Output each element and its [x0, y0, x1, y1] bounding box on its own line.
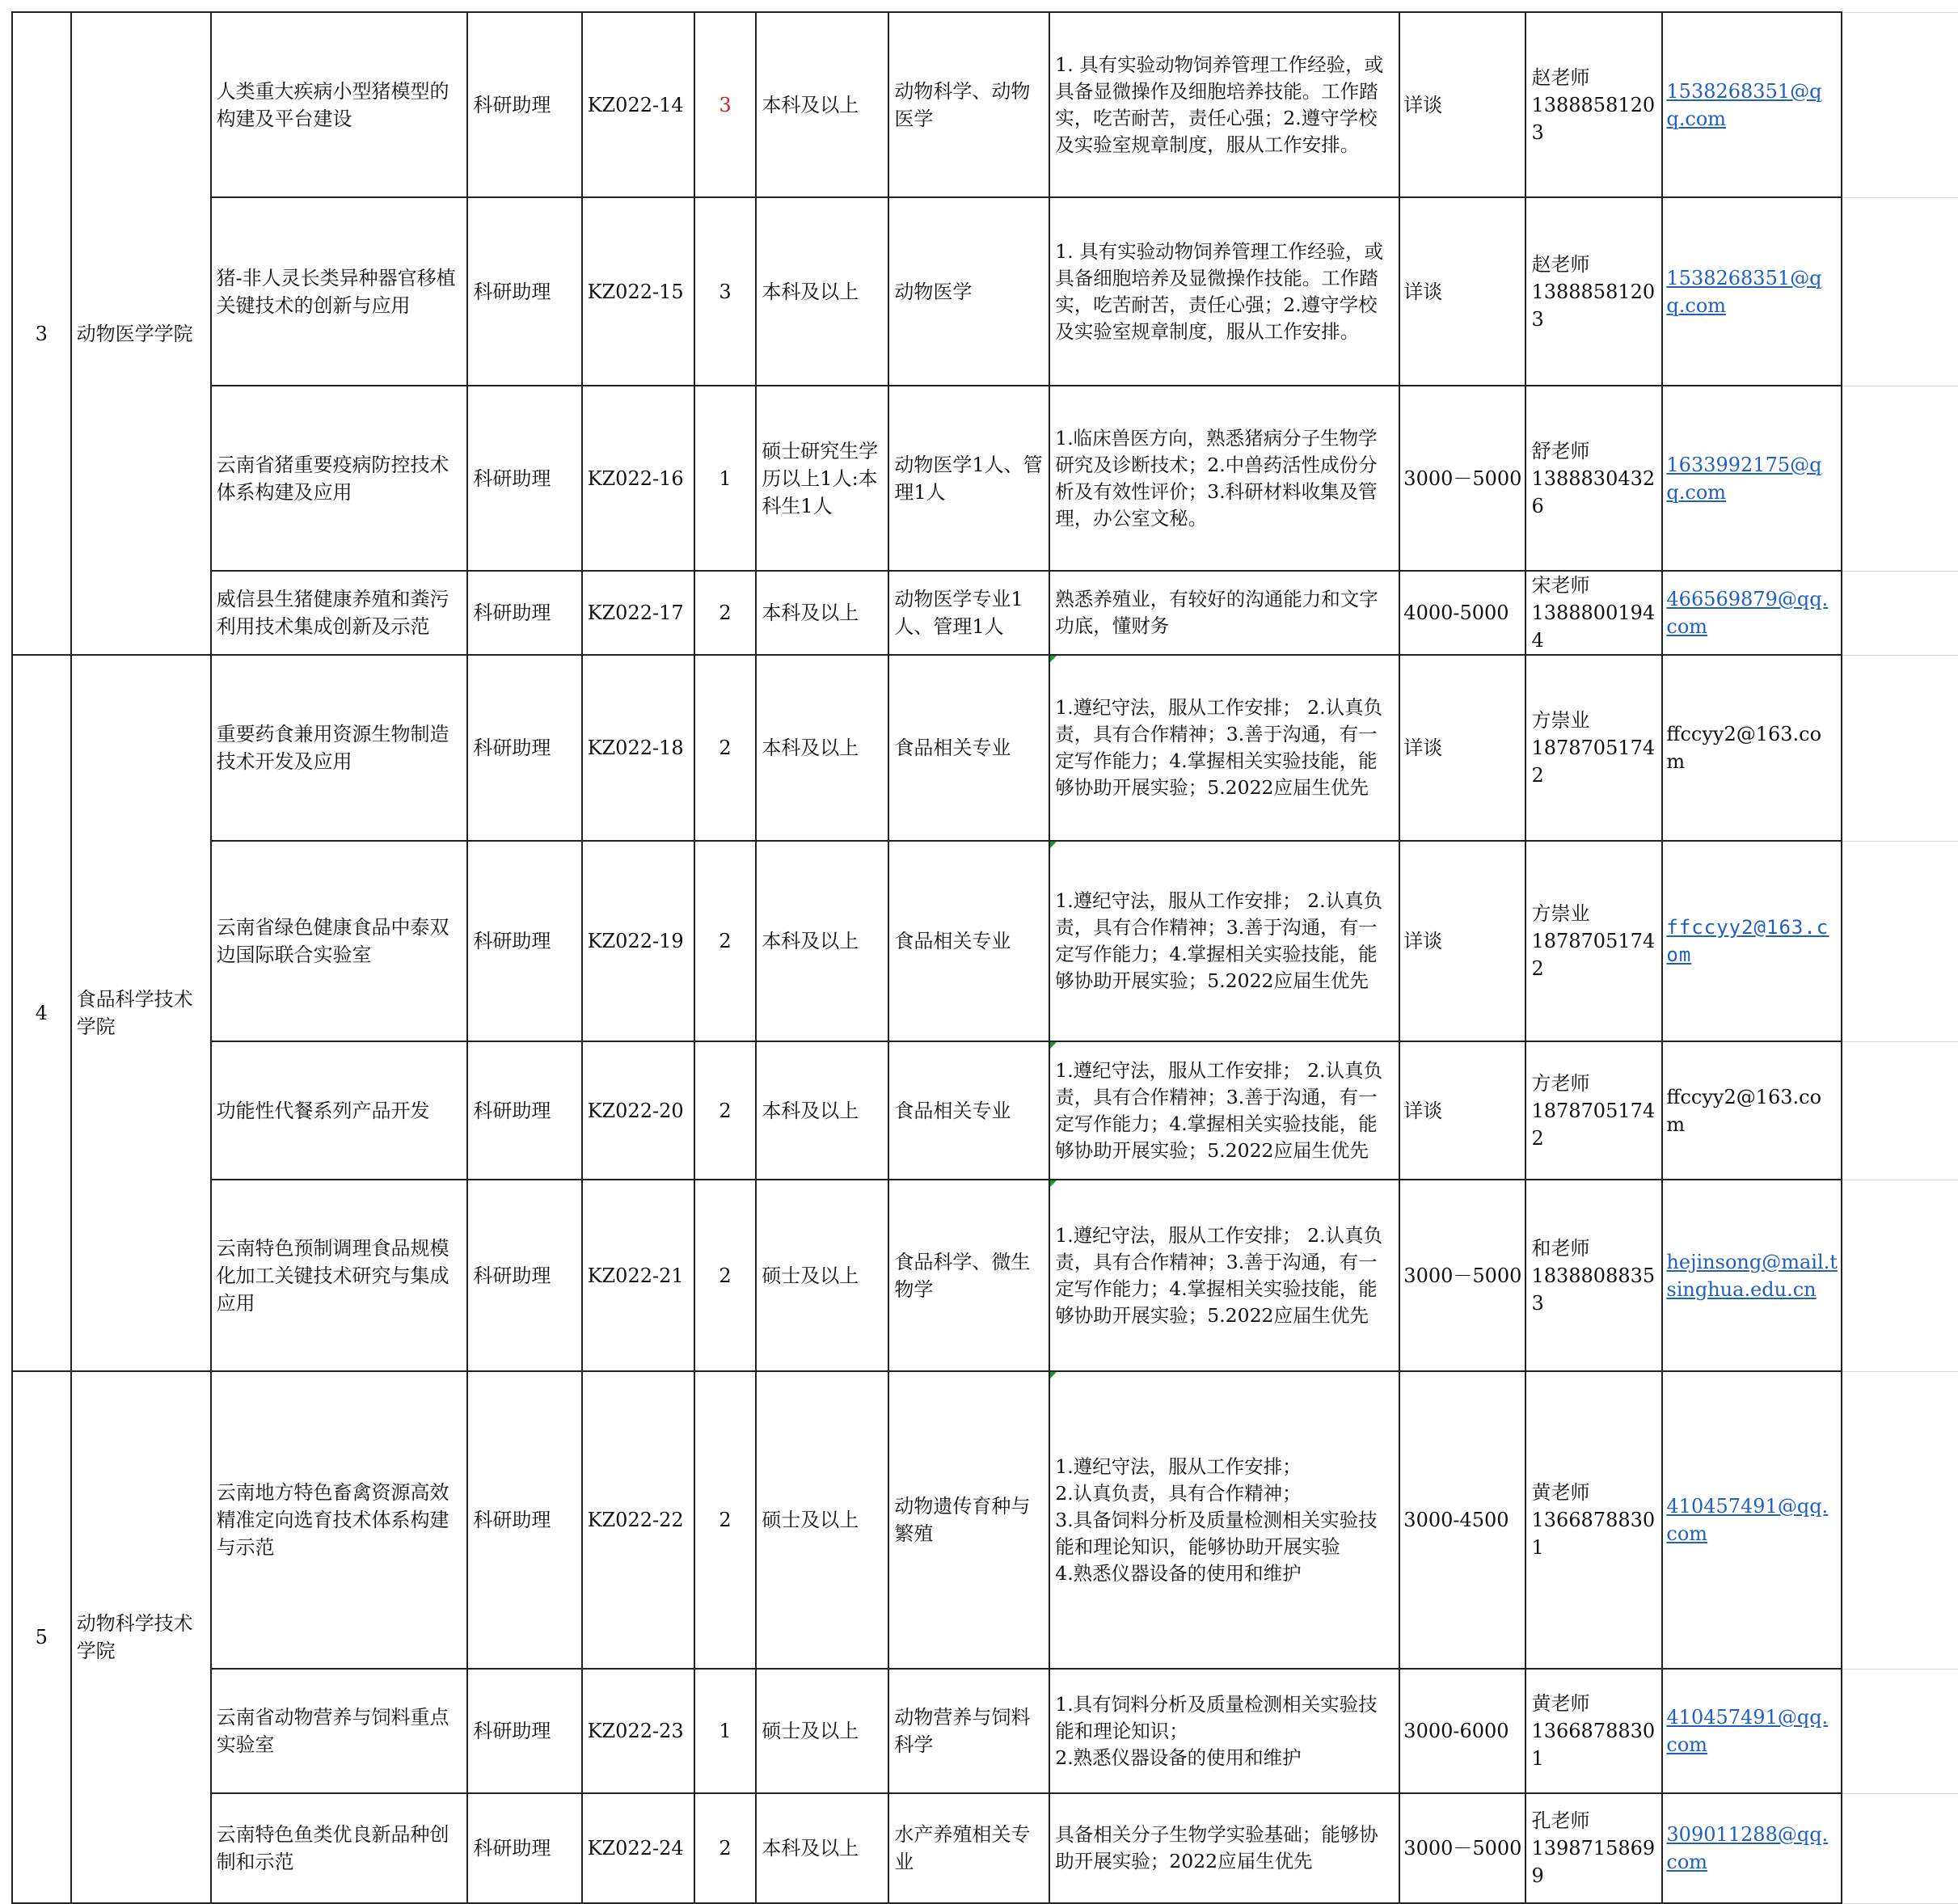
education-cell: 本科及以上 — [756, 655, 888, 841]
education-cell: 本科及以上 — [756, 841, 888, 1041]
contact-phone: 18787051742 — [1531, 1099, 1656, 1150]
email-cell — [1662, 1180, 1842, 1371]
position-code-cell: KZ022-19 — [582, 841, 694, 1041]
table-row — [12, 12, 1958, 197]
salary-cell: 3000－5000 — [1399, 1793, 1525, 1903]
table-row — [12, 1793, 1958, 1903]
contact-name: 黄老师 — [1531, 1481, 1590, 1504]
salary-cell: 详谈 — [1399, 12, 1525, 197]
email-cell — [1662, 1041, 1842, 1180]
group-number-cell: 4 — [12, 655, 71, 1371]
contact-name: 孔老师 — [1531, 1809, 1590, 1832]
salary-cell: 4000-5000 — [1399, 571, 1525, 655]
comment-marker-icon — [1050, 1372, 1057, 1378]
requirements-cell — [1049, 1793, 1399, 1903]
contact-cell — [1525, 12, 1662, 197]
headcount-cell: 2 — [694, 571, 757, 655]
contact-cell — [1525, 571, 1662, 655]
education-cell: 本科及以上 — [756, 571, 888, 655]
empty-cell — [1842, 841, 1958, 1041]
empty-cell — [1842, 12, 1958, 197]
major-cell: 动物医学专业1人、管理1人 — [888, 571, 1049, 655]
contact-phone: 13888001944 — [1531, 602, 1656, 652]
position-cell: 科研助理 — [467, 1371, 581, 1669]
salary-cell: 详谈 — [1399, 1041, 1525, 1180]
college-name-cell: 食品科学技术学院 — [71, 655, 211, 1371]
requirements-text: 具备相关分子生物学实验基础；能够协助开展实验；2022应届生优先 — [1055, 1823, 1378, 1872]
group-number-cell: 5 — [12, 1371, 71, 1903]
project-name-cell: 云南特色预制调理食品规模化加工关键技术研究与集成应用 — [211, 1180, 468, 1371]
position-cell: 科研助理 — [467, 197, 581, 386]
table-row — [12, 841, 1958, 1041]
headcount-cell: 1 — [694, 386, 757, 571]
position-cell: 科研助理 — [467, 655, 581, 841]
major-cell: 动物医学1人、管理1人 — [888, 386, 1049, 571]
empty-cell — [1842, 655, 1958, 841]
contact-name: 黄老师 — [1531, 1692, 1590, 1715]
contact-phone: 13987158699 — [1531, 1837, 1656, 1887]
salary-cell: 3000－5000 — [1399, 386, 1525, 571]
table-row — [12, 1371, 1958, 1669]
email-text: ffccyy2@163.com — [1666, 1085, 1822, 1136]
requirements-text: 1.遵纪守法，服从工作安排； 2.认真负责，具有合作精神； 3.具备饲料分析及质量检测相关实验技能和理论知识，能够协助开展实验 4.熟悉仪器设备的使用和维护 — [1055, 1454, 1378, 1585]
email-cell — [1662, 197, 1842, 386]
email-link[interactable]: hejinsong@mail.tsinghua.edu.cn — [1666, 1250, 1838, 1301]
table-row — [12, 1180, 1958, 1371]
comment-marker-icon — [1050, 656, 1057, 662]
requirements-cell — [1049, 1041, 1399, 1180]
education-cell: 本科及以上 — [756, 1793, 888, 1903]
email-link[interactable]: 466569879@qq.com — [1666, 588, 1829, 638]
major-cell: 食品科学、微生物学 — [888, 1180, 1049, 1371]
email-cell — [1662, 571, 1842, 655]
major-cell: 食品相关专业 — [888, 841, 1049, 1041]
email-link[interactable]: 410457491@qq.com — [1666, 1706, 1829, 1756]
position-cell: 科研助理 — [467, 1180, 581, 1371]
requirements-cell — [1049, 655, 1399, 841]
email-link[interactable]: 1538268351@qq.com — [1666, 79, 1822, 130]
contact-name: 方老师 — [1531, 1071, 1590, 1095]
requirements-text: 1.遵纪守法，服从工作安排； 2.认真负责，具有合作精神；3.善于沟通，有一定写作能力；4.掌握相关实验技能，能够协助开展实验；5.2022应届生优先 — [1055, 889, 1383, 992]
contact-name: 舒老师 — [1531, 439, 1590, 462]
requirements-text: 1.具有饲料分析及质量检测相关实验技能和理论知识； 2.熟悉仪器设备的使用和维护 — [1055, 1692, 1378, 1769]
requirements-text: 熟悉养殖业，有较好的沟通能力和文字功底，懂财务 — [1055, 588, 1378, 637]
education-cell: 本科及以上 — [756, 197, 888, 386]
salary-cell: 3000-4500 — [1399, 1371, 1525, 1669]
position-cell: 科研助理 — [467, 1669, 581, 1793]
position-code-cell: KZ022-15 — [582, 197, 694, 386]
email-text: ffccyy2@163.com — [1666, 723, 1822, 773]
requirements-cell — [1049, 1180, 1399, 1371]
contact-name: 赵老师 — [1531, 252, 1590, 276]
position-code-cell: KZ022-24 — [582, 1793, 694, 1903]
headcount-cell: 2 — [694, 1041, 757, 1180]
empty-cell — [1842, 386, 1958, 571]
contact-phone: 13888304326 — [1531, 467, 1656, 517]
email-cell — [1662, 841, 1842, 1041]
empty-cell — [1842, 197, 1958, 386]
contact-name: 赵老师 — [1531, 65, 1590, 89]
position-cell: 科研助理 — [467, 1041, 581, 1180]
requirements-cell — [1049, 197, 1399, 386]
contact-cell — [1525, 1041, 1662, 1180]
major-cell: 动物医学 — [888, 197, 1049, 386]
headcount-cell: 3 — [694, 12, 757, 197]
comment-marker-icon — [1050, 1180, 1057, 1187]
empty-cell — [1842, 1669, 1958, 1793]
email-link[interactable]: 410457491@qq.com — [1666, 1495, 1829, 1545]
project-name-cell: 云南省猪重要疫病防控技术体系构建及应用 — [211, 386, 468, 571]
contact-phone: 18787051742 — [1531, 737, 1656, 787]
contact-cell — [1525, 1180, 1662, 1371]
requirements-text: 1.临床兽医方向，熟悉猪病分子生物学研究及诊断技术；2.中兽药活性成份分析及有效性评价；3.科研材料收集及管理，办公室文秘。 — [1055, 426, 1378, 530]
headcount-cell: 3 — [694, 197, 757, 386]
requirements-cell — [1049, 386, 1399, 571]
requirements-cell — [1049, 841, 1399, 1041]
salary-cell: 3000-6000 — [1399, 1669, 1525, 1793]
contact-name: 和老师 — [1531, 1236, 1590, 1260]
major-cell: 食品相关专业 — [888, 1041, 1049, 1180]
comment-marker-icon — [1050, 842, 1057, 848]
position-code-cell: KZ022-22 — [582, 1371, 694, 1669]
contact-phone: 13888581203 — [1531, 280, 1656, 331]
position-cell: 科研助理 — [467, 571, 581, 655]
major-cell: 动物遗传育种与繁殖 — [888, 1371, 1049, 1669]
project-name-cell: 云南地方特色畜禽资源高效精准定向选育技术体系构建与示范 — [211, 1371, 468, 1669]
empty-cell — [1842, 1180, 1958, 1371]
contact-cell — [1525, 197, 1662, 386]
salary-cell: 详谈 — [1399, 655, 1525, 841]
project-name-cell: 猪-非人灵长类异种器官移植关键技术的创新与应用 — [211, 197, 468, 386]
headcount-cell: 2 — [694, 1180, 757, 1371]
requirements-text: 1. 具有实验动物饲养管理工作经验，或具备显微操作及细胞培养技能。工作踏实，吃苦耐苦，责任心强；2.遵守学校及实验室规章制度，服从工作安排。 — [1055, 53, 1384, 156]
position-cell: 科研助理 — [467, 386, 581, 571]
position-code-cell: KZ022-18 — [582, 655, 694, 841]
email-link[interactable]: ffccyy2@163.com — [1666, 916, 1829, 966]
contact-phone: 13888581203 — [1531, 93, 1656, 144]
contact-name: 方崇业 — [1531, 709, 1590, 732]
requirements-cell — [1049, 1669, 1399, 1793]
salary-cell: 3000－5000 — [1399, 1180, 1525, 1371]
table-row — [12, 197, 1958, 386]
major-cell: 食品相关专业 — [888, 655, 1049, 841]
empty-cell — [1842, 1371, 1958, 1669]
table-row — [12, 1041, 1958, 1180]
email-link[interactable]: 309011288@qq.com — [1666, 1823, 1829, 1873]
email-cell — [1662, 1793, 1842, 1903]
contact-cell — [1525, 655, 1662, 841]
position-code-cell: KZ022-16 — [582, 386, 694, 571]
table-body — [12, 12, 1958, 1903]
table-row — [12, 386, 1958, 571]
education-cell: 本科及以上 — [756, 12, 888, 197]
education-cell: 硕士及以上 — [756, 1371, 888, 1669]
position-code-cell: KZ022-21 — [582, 1180, 694, 1371]
college-name-cell: 动物医学学院 — [71, 12, 211, 655]
project-name-cell: 重要药食兼用资源生物制造技术开发及应用 — [211, 655, 468, 841]
project-name-cell: 云南省动物营养与饲料重点实验室 — [211, 1669, 468, 1793]
headcount-cell: 2 — [694, 841, 757, 1041]
project-name-cell: 功能性代餐系列产品开发 — [211, 1041, 468, 1180]
headcount-cell: 1 — [694, 1669, 757, 1793]
empty-cell — [1842, 1793, 1958, 1903]
requirements-text: 1. 具有实验动物饲养管理工作经验，或具备细胞培养及显微操作技能。工作踏实，吃苦耐苦，责任心强；2.遵守学校及实验室规章制度，服从工作安排。 — [1055, 239, 1384, 343]
education-cell: 硕士及以上 — [756, 1180, 888, 1371]
requirements-text: 1.遵纪守法，服从工作安排； 2.认真负责，具有合作精神；3.善于沟通，有一定写作能力；4.掌握相关实验技能，能够协助开展实验；5.2022应届生优先 — [1055, 696, 1383, 799]
major-cell: 动物营养与饲料科学 — [888, 1669, 1049, 1793]
education-cell: 硕士研究生学历以上1人:本科生1人 — [756, 386, 888, 571]
major-cell: 水产养殖相关专业 — [888, 1793, 1049, 1903]
position-code-cell: KZ022-20 — [582, 1041, 694, 1180]
group-number-cell: 3 — [12, 12, 71, 655]
requirements-cell — [1049, 12, 1399, 197]
education-cell: 本科及以上 — [756, 1041, 888, 1180]
contact-cell — [1525, 1669, 1662, 1793]
requirements-cell — [1049, 571, 1399, 655]
project-name-cell: 人类重大疾病小型猪模型的构建及平台建设 — [211, 12, 468, 197]
email-link[interactable]: 1538268351@qq.com — [1666, 266, 1822, 317]
college-name-cell: 动物科学技术学院 — [71, 1371, 211, 1903]
comment-marker-icon — [1050, 1042, 1057, 1049]
headcount-cell: 2 — [694, 1793, 757, 1903]
email-cell — [1662, 1669, 1842, 1793]
recruitment-table — [11, 11, 1958, 1904]
position-code-cell: KZ022-23 — [582, 1669, 694, 1793]
email-cell — [1662, 12, 1842, 197]
contact-cell — [1525, 1793, 1662, 1903]
major-cell: 动物科学、动物医学 — [888, 12, 1049, 197]
table-row — [12, 655, 1958, 841]
position-code-cell: KZ022-14 — [582, 12, 694, 197]
email-cell — [1662, 1371, 1842, 1669]
position-cell: 科研助理 — [467, 1793, 581, 1903]
contact-name: 方崇业 — [1531, 902, 1590, 925]
headcount-cell: 2 — [694, 1371, 757, 1669]
table-row — [12, 571, 1958, 655]
empty-cell — [1842, 571, 1958, 655]
requirements-text: 1.遵纪守法，服从工作安排； 2.认真负责，具有合作精神；3.善于沟通，有一定写作能力；4.掌握相关实验技能，能够协助开展实验；5.2022应届生优先 — [1055, 1058, 1383, 1162]
empty-cell — [1842, 1041, 1958, 1180]
education-cell: 硕士及以上 — [756, 1669, 888, 1793]
project-name-cell: 云南省绿色健康食品中泰双边国际联合实验室 — [211, 841, 468, 1041]
headcount-cell: 2 — [694, 655, 757, 841]
position-cell: 科研助理 — [467, 841, 581, 1041]
table-row — [12, 1669, 1958, 1793]
requirements-text: 1.遵纪守法，服从工作安排； 2.认真负责，具有合作精神；3.善于沟通，有一定写作能力；4.掌握相关实验技能，能够协助开展实验；5.2022应届生优先 — [1055, 1223, 1383, 1327]
requirements-cell — [1049, 1371, 1399, 1669]
position-cell: 科研助理 — [467, 12, 581, 197]
contact-phone: 13668788301 — [1531, 1720, 1656, 1770]
position-code-cell: KZ022-17 — [582, 571, 694, 655]
email-link[interactable]: 1633992175@qq.com — [1666, 453, 1822, 504]
contact-cell — [1525, 841, 1662, 1041]
contact-name: 宋老师 — [1531, 574, 1590, 597]
email-cell — [1662, 386, 1842, 571]
contact-cell — [1525, 1371, 1662, 1669]
contact-phone: 18388088353 — [1531, 1264, 1656, 1315]
contact-cell — [1525, 386, 1662, 571]
project-name-cell: 威信县生猪健康养殖和粪污利用技术集成创新及示范 — [211, 571, 468, 655]
contact-phone: 13668788301 — [1531, 1509, 1656, 1559]
salary-cell: 详谈 — [1399, 197, 1525, 386]
contact-phone: 18787051742 — [1531, 930, 1656, 980]
salary-cell: 详谈 — [1399, 841, 1525, 1041]
email-cell — [1662, 655, 1842, 841]
project-name-cell: 云南特色鱼类优良新品种创制和示范 — [211, 1793, 468, 1903]
